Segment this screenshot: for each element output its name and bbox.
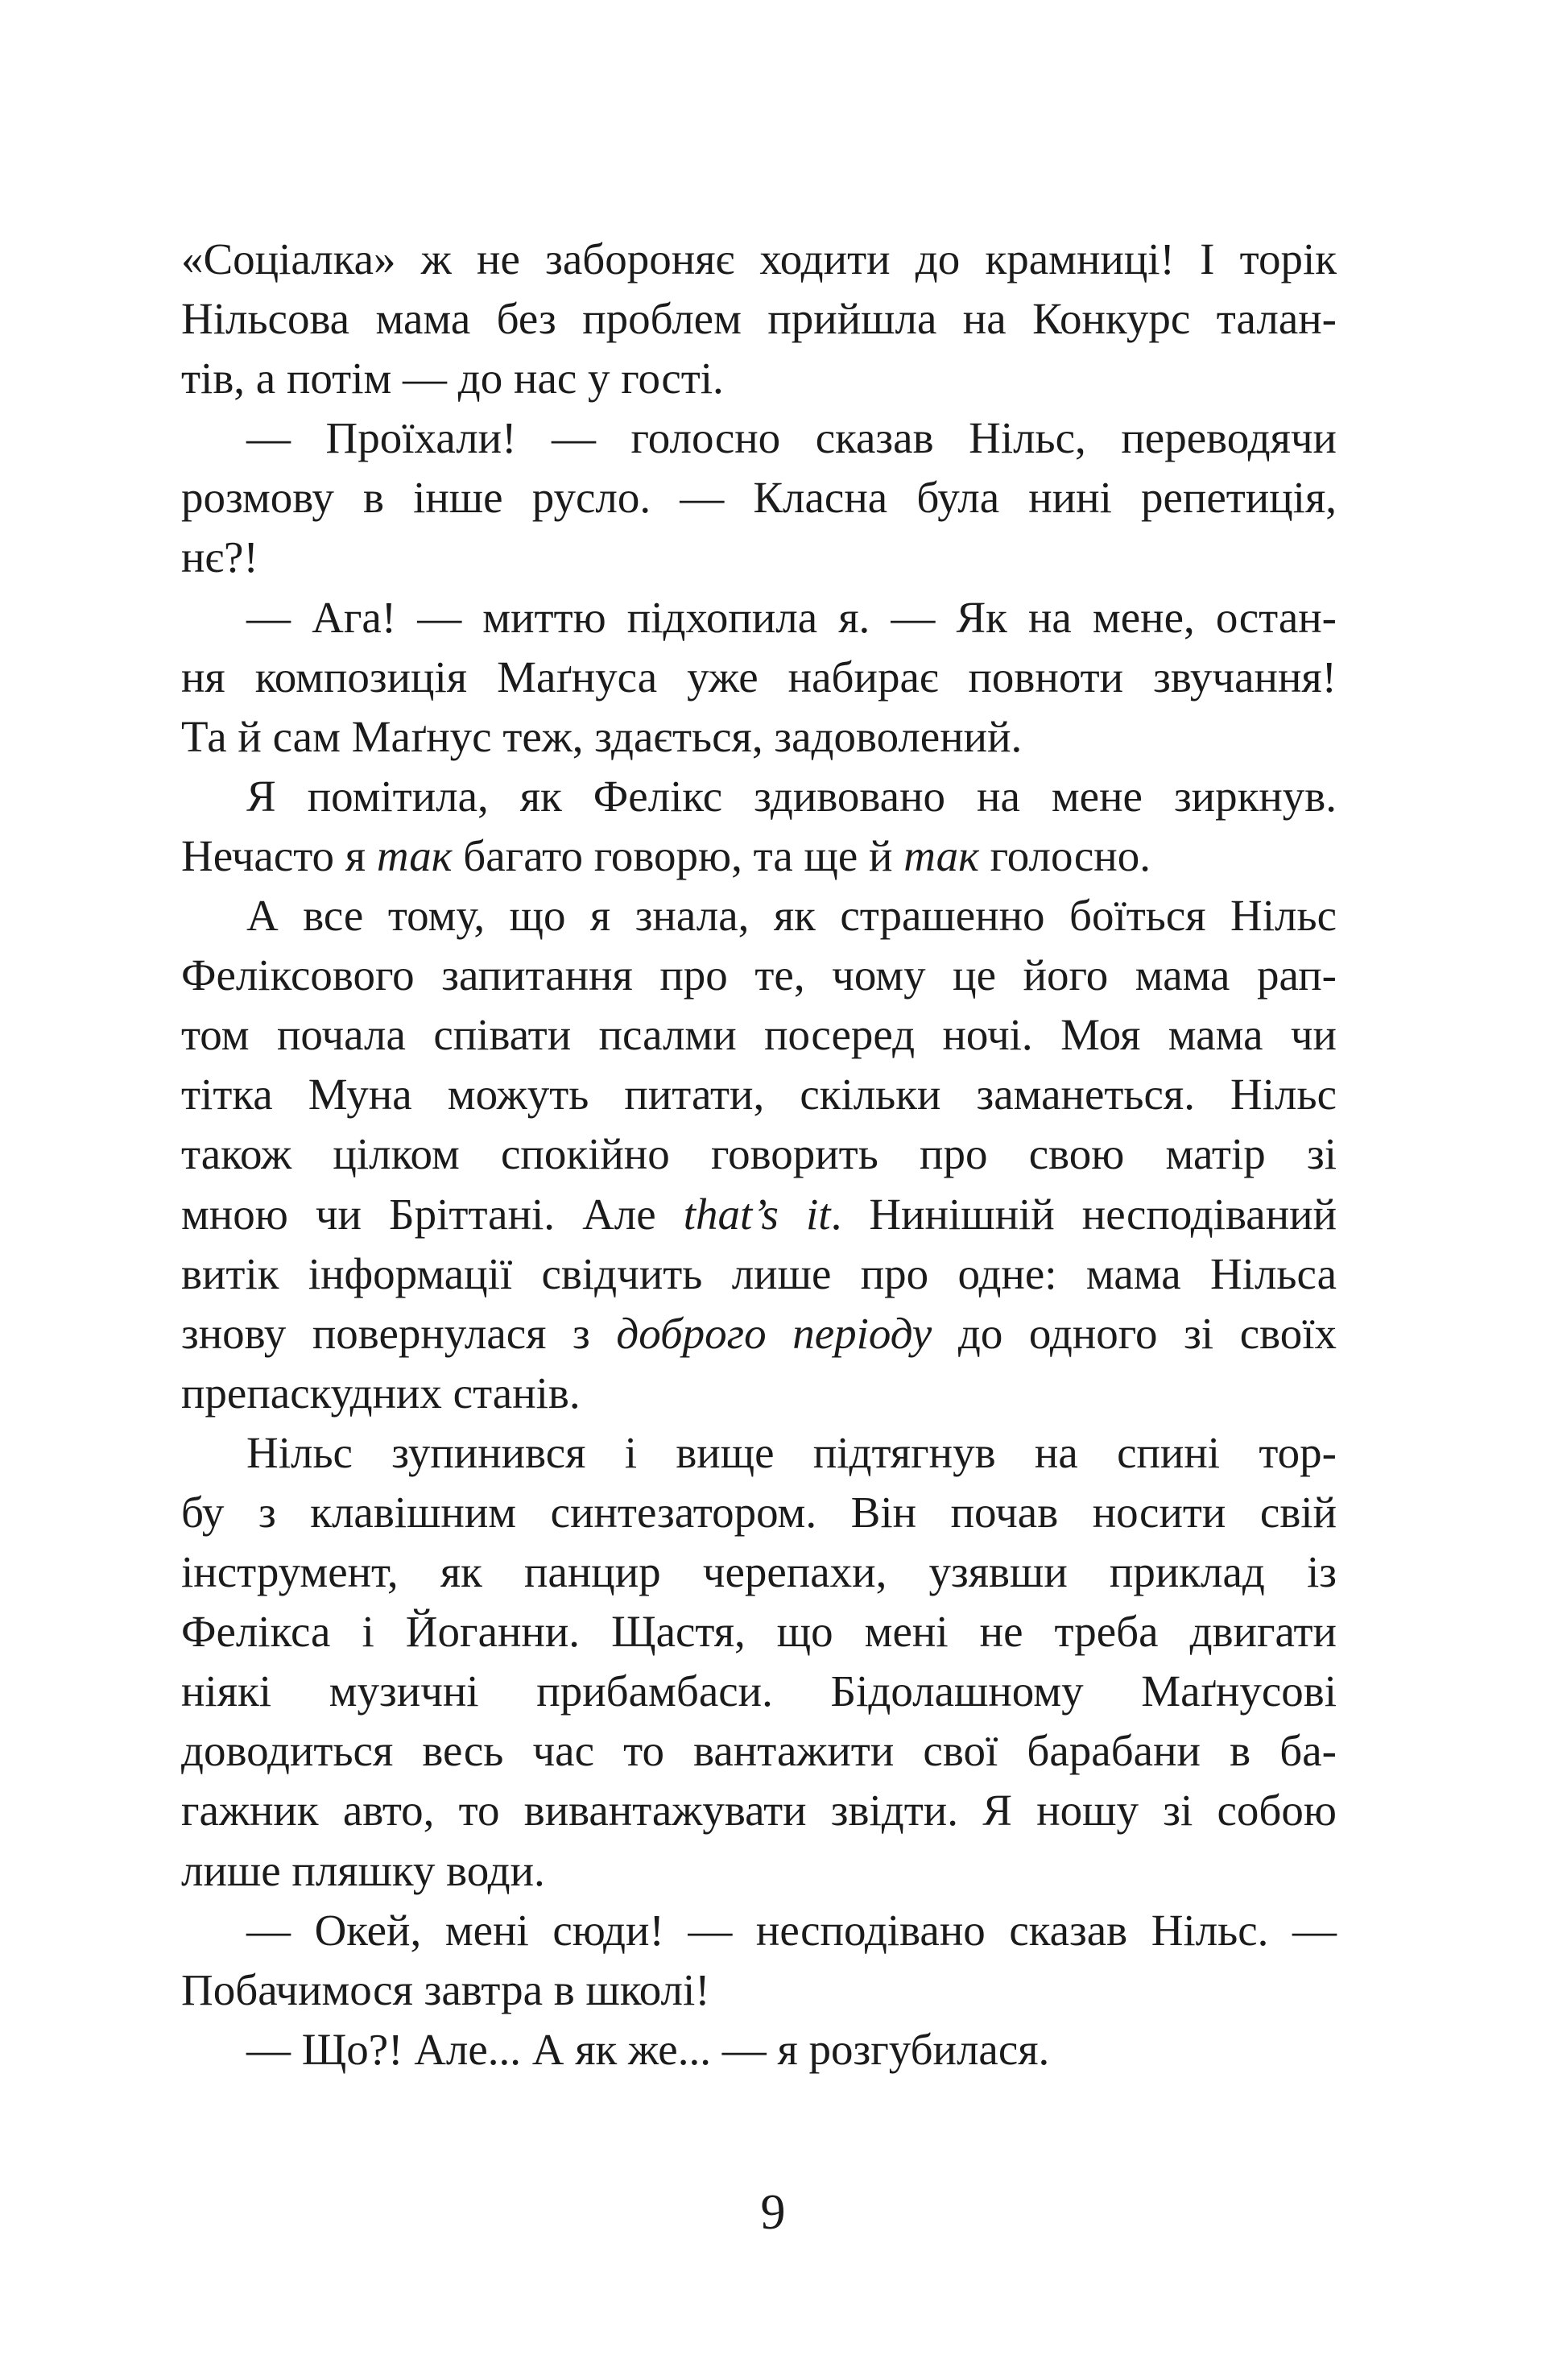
text-segment: Та й сам Маґнус теж, здається, задоволений.: [181, 711, 1023, 761]
text-line: [181, 826, 1337, 886]
text-segment: том почала співати псалми посеред ночі. Моя мама чи: [181, 1010, 1337, 1060]
text-segment: — Окей, мені сюди! — несподівано сказав Нільс. —: [246, 1905, 1337, 1955]
text-segment: Побачимося завтра в школі!: [181, 1964, 710, 2014]
text-segment: багато говорю, та ще й: [452, 830, 904, 880]
text-segment: голосно.: [978, 830, 1151, 880]
text-line: [181, 886, 1337, 946]
italic-text: так: [903, 830, 979, 880]
text-segment: ніякі музичні прибамбаси. Бідолашному Маґнусові: [181, 1666, 1337, 1716]
text-segment: бу з клавішним синтезатором. Він почав носити свій: [181, 1487, 1337, 1537]
text-segment: А все тому, що я знала, як страшенно боїться Нільс: [246, 891, 1337, 941]
text-segment: — Проїхали! — голосно сказав Нільс, переводячи: [246, 413, 1337, 463]
text-segment: ня композиція Маґнуса уже набирає повноти звучання!: [181, 652, 1337, 702]
text-segment: Я помітила, як Фелікс здивовано на мене зиркнув.: [246, 771, 1337, 821]
text-segment: «Соціалка» ж не забороняє ходити до крамниці! І торік: [181, 234, 1337, 284]
text-segment: препаскудних станів.: [181, 1368, 581, 1418]
text-line: [181, 946, 1337, 1005]
italic-text: доброго періоду: [616, 1308, 932, 1358]
text-segment: — Що?! Але... А як же... — я розгубилася.: [246, 2024, 1050, 2074]
text-line: [181, 528, 1337, 587]
text-segment: Фелікса і Йоганни. Щастя, що мені не треба двигати: [181, 1607, 1337, 1657]
text-segment: розмову в інше русло. — Класна була нині репетиція,: [181, 473, 1337, 523]
text-segment: Нечасто я: [181, 830, 377, 880]
text-segment: інструмент, як панцир черепахи, узявши приклад із: [181, 1547, 1337, 1597]
text-line: [181, 1602, 1337, 1662]
page-number: 9: [760, 2185, 786, 2240]
text-line: [181, 1065, 1337, 1124]
text-segment: — Ага! — миттю підхопила я. — Як на мене, остан-: [246, 592, 1337, 642]
text-line: [181, 1244, 1337, 1304]
text-segment: лише пляшку води.: [181, 1845, 545, 1895]
text-segment: доводиться весь час то вантажити свої барабани в ба-: [181, 1726, 1337, 1776]
text-line: [181, 1423, 1337, 1483]
book-page-text: [181, 230, 1337, 2080]
text-line: [181, 767, 1337, 826]
text-line: [181, 468, 1337, 528]
text-line: [181, 588, 1337, 648]
text-line: [181, 1960, 1337, 2020]
text-segment: тів, а потім — до нас у гості.: [181, 354, 724, 404]
text-line: [181, 1662, 1337, 1721]
text-segment: Нільс зупинився і вище підтягнув на спині тор-: [246, 1427, 1337, 1477]
text-line: [181, 1781, 1337, 1840]
text-segment: гажник авто, то вивантажувати звідти. Я ношу зі собою: [181, 1786, 1337, 1836]
text-line: [181, 1304, 1337, 1364]
text-line: [181, 408, 1337, 468]
text-line: [181, 289, 1337, 349]
text-line: [181, 349, 1337, 408]
text-segment: до одного зі своїх: [932, 1308, 1337, 1358]
text-line: [181, 230, 1337, 289]
text-line: [181, 1124, 1337, 1184]
text-line: [181, 1483, 1337, 1542]
text-line: [181, 2020, 1337, 2080]
text-line: [181, 1364, 1337, 1423]
italic-text: that’s it: [683, 1189, 831, 1239]
text-line: [181, 707, 1337, 767]
text-segment: також цілком спокійно говорить про свою матір зі: [181, 1129, 1337, 1179]
text-segment: мною чи Бріттані. Але: [181, 1189, 684, 1239]
text-segment: знову повернулася з: [181, 1308, 617, 1358]
text-line: [181, 1542, 1337, 1602]
text-segment: Феліксового запитання про те, чому це його мама рап-: [181, 950, 1337, 1000]
text-line: [181, 1901, 1337, 1960]
text-line: [181, 1005, 1337, 1065]
text-segment: . Нинішній несподіваний: [830, 1189, 1337, 1239]
text-line: [181, 1841, 1337, 1901]
text-line: [181, 648, 1337, 707]
text-segment: нє?!: [181, 532, 258, 582]
text-segment: Нільсова мама без проблем прийшла на Конкурс талан-: [181, 294, 1337, 344]
italic-text: так: [376, 830, 453, 880]
text-line: [181, 1185, 1337, 1244]
text-line: [181, 1721, 1337, 1781]
text-segment: витік інформації свідчить лише про одне: мама Нільса: [181, 1248, 1337, 1298]
text-segment: тітка Муна можуть питати, скільки заманеться. Нільс: [181, 1070, 1337, 1120]
